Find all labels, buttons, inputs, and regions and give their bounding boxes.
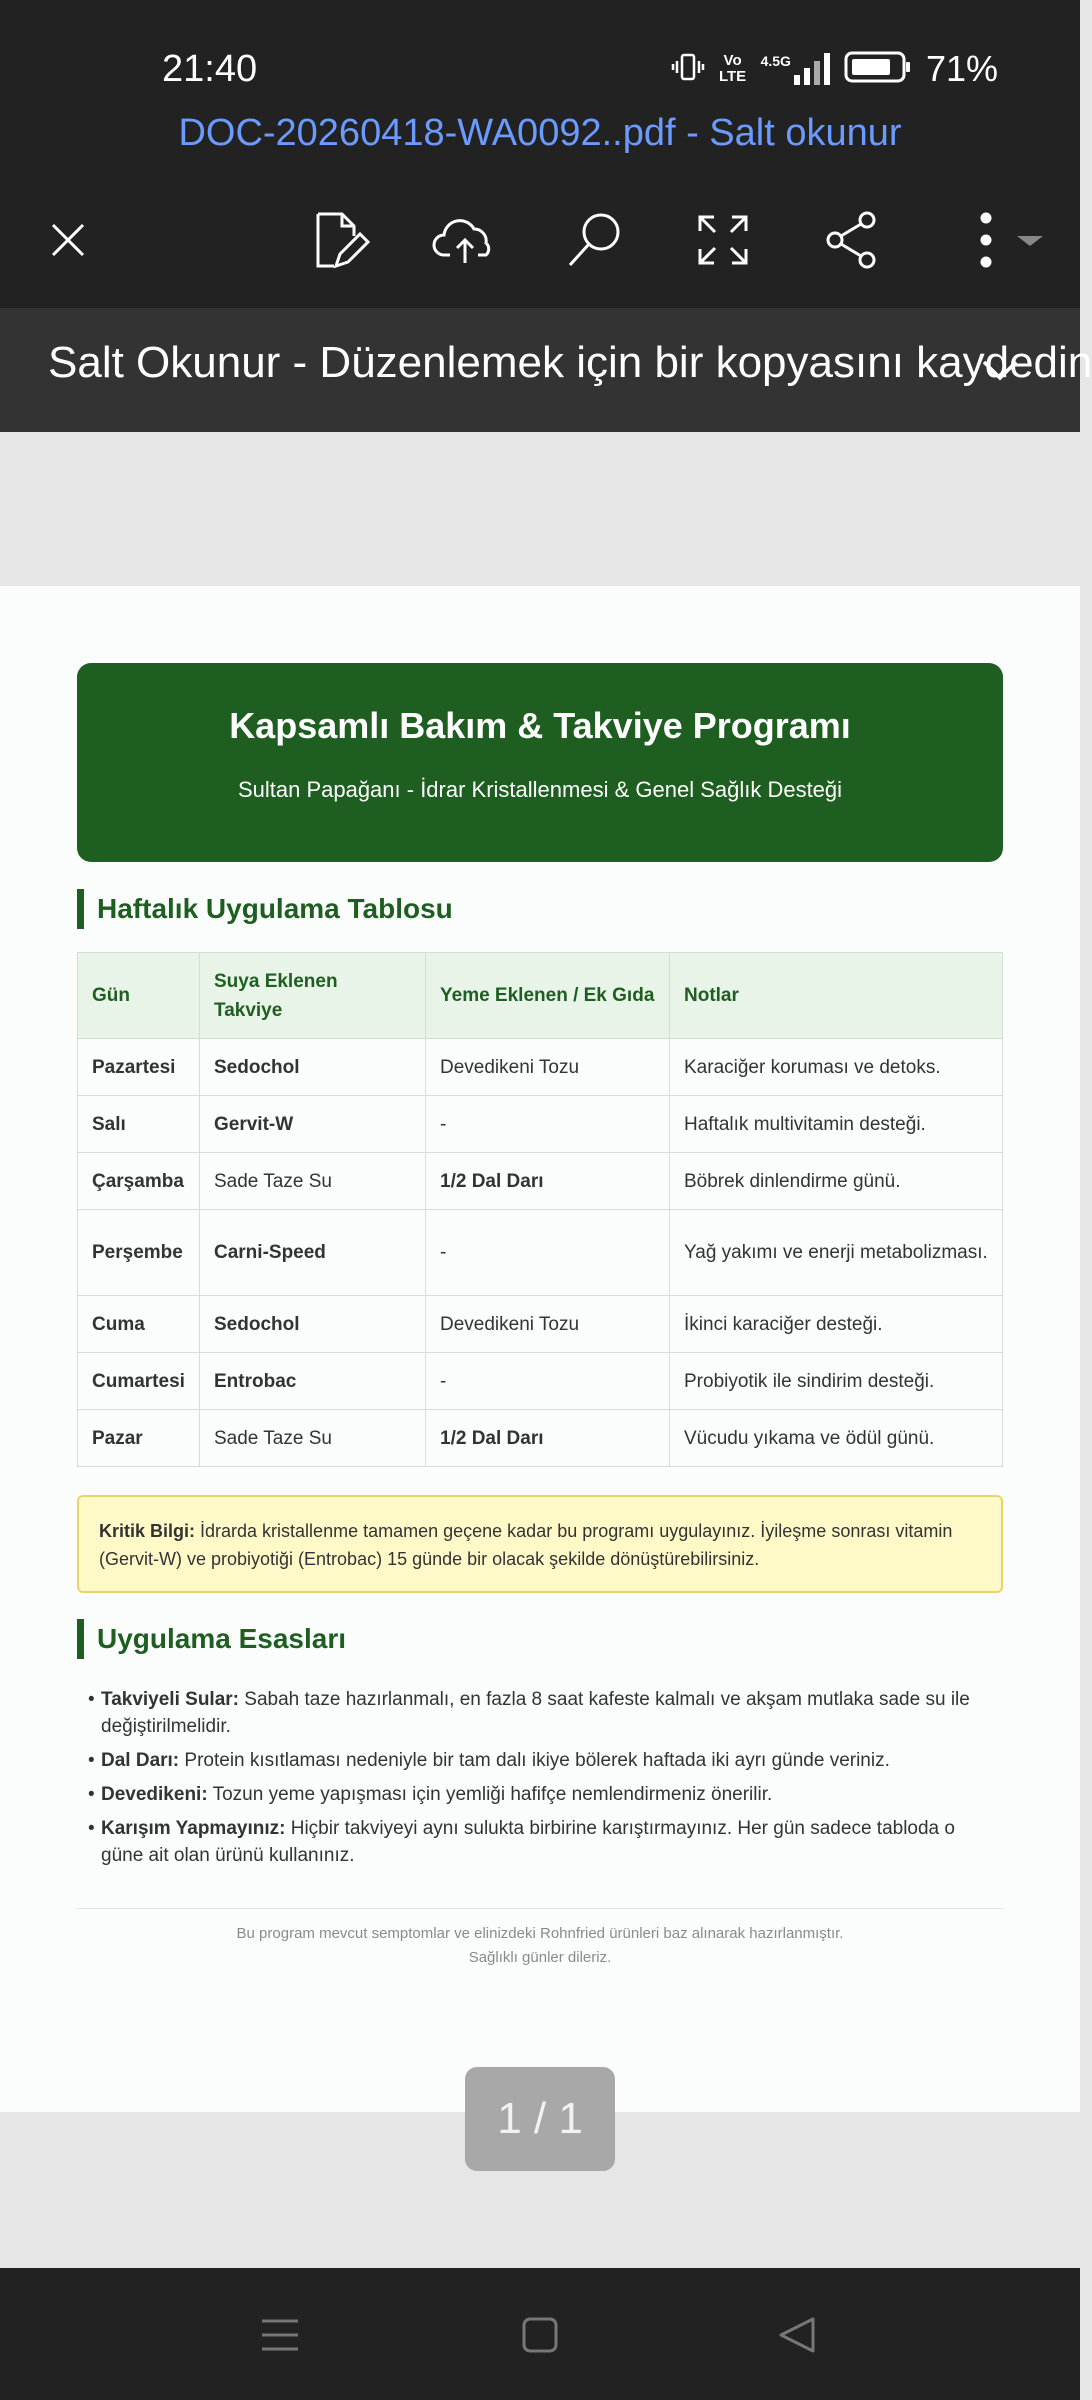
system-nav-bar bbox=[0, 2268, 1080, 2400]
table-header-cell: Gün bbox=[78, 953, 200, 1039]
menu-icon bbox=[260, 2315, 300, 2355]
table-cell-water: Sade Taze Su bbox=[200, 1410, 426, 1467]
table-cell-day: Cumartesi bbox=[78, 1353, 200, 1410]
table-cell-water: Gervit-W bbox=[200, 1096, 426, 1153]
close-icon bbox=[48, 220, 88, 260]
network-type-label: 4.5G bbox=[760, 53, 791, 69]
rule-label: Takviyeli Sular: bbox=[101, 1689, 239, 1710]
table-header-cell: Notlar bbox=[670, 953, 1003, 1039]
table-cell-notes: Vücudu yıkama ve ödül günü. bbox=[670, 1410, 1003, 1467]
table-cell-notes: Yağ yakımı ve enerji metabolizması. bbox=[670, 1210, 1003, 1296]
table-cell-day: Pazartesi bbox=[78, 1039, 200, 1096]
more-vertical-icon bbox=[951, 210, 1041, 270]
cloud-upload-icon bbox=[432, 215, 498, 265]
table-header-cell: Suya Eklenen Takviye bbox=[200, 953, 426, 1039]
rule-text: Tozun yeme yapışması için yemliği hafifçe nemlendirmeniz önerilir. bbox=[207, 1784, 773, 1805]
table-cell-water: Entrobac bbox=[200, 1353, 426, 1410]
table-cell-day: Pazar bbox=[78, 1410, 200, 1467]
search-button[interactable] bbox=[555, 200, 635, 280]
search-icon bbox=[565, 210, 625, 270]
table-header-row bbox=[78, 953, 1003, 1039]
table-cell-water: Sedochol bbox=[200, 1039, 426, 1096]
table-cell-food: - bbox=[426, 1210, 670, 1296]
banner-expand-button[interactable] bbox=[972, 342, 1028, 398]
battery-percent: 71% bbox=[925, 48, 998, 89]
footer-line-1: Bu program mevcut semptomlar ve elinizdeki Rohnfried ürünleri baz alınarak hazırlanmıştır. bbox=[236, 1925, 844, 1942]
share-icon bbox=[823, 210, 879, 270]
rule-text: Sabah taze hazırlanmalı, en fazla 8 saat kafeste kalmalı ve akşam mutlaka sade su ile değiştirilmelidir. bbox=[101, 1689, 970, 1737]
volte-icon: Vo LTE bbox=[718, 52, 747, 85]
rule-text: Hiçbir takviyeyi aynı sulukta birbirine karıştırmayınız. Her gün sadece tabloda o güne ait olan ürünü kullanınız. bbox=[101, 1818, 955, 1866]
document-footer bbox=[77, 1922, 1003, 1970]
battery-icon bbox=[844, 50, 912, 89]
rule-label: Karışım Yapmayınız: bbox=[101, 1818, 286, 1839]
schedule-table bbox=[77, 952, 1003, 1467]
status-time: 21:40 bbox=[162, 48, 258, 90]
read-only-banner bbox=[0, 308, 1092, 432]
table-cell-food: Devedikeni Tozu bbox=[426, 1296, 670, 1353]
table-cell-day: Perşembe bbox=[78, 1210, 200, 1296]
table-row bbox=[78, 1353, 1003, 1410]
rules-list bbox=[88, 1686, 998, 1876]
vibrate-icon bbox=[671, 50, 705, 89]
rule-text: Protein kısıtlaması nedeniyle bir tam dalı ikiye bölerek haftada iki ayrı günde veriniz. bbox=[179, 1750, 890, 1771]
back-button[interactable] bbox=[762, 2300, 832, 2370]
table-cell-notes: İkinci karaciğer desteği. bbox=[670, 1296, 1003, 1353]
chevron-down-icon bbox=[980, 358, 1020, 382]
critical-info-text: İdrarda kristallenme tamamen geçene kadar bu programı uygulayınız. İyileşme sonrası vitamin (Gervit-W) ve probiyotiği (Entrobac) 15 günde bir olacak şekilde dönüştürebilirsiniz. bbox=[99, 1521, 953, 1569]
cloud-upload-button[interactable] bbox=[425, 200, 505, 280]
edit-button[interactable] bbox=[300, 200, 380, 280]
table-cell-notes: Böbrek dinlendirme günü. bbox=[670, 1153, 1003, 1210]
table-cell-notes: Haftalık multivitamin desteği. bbox=[670, 1096, 1003, 1153]
app-top-bar bbox=[0, 0, 1080, 308]
table-cell-notes: Karaciğer koruması ve detoks. bbox=[670, 1039, 1003, 1096]
table-cell-food: 1/2 Dal Darı bbox=[426, 1153, 670, 1210]
pdf-page bbox=[0, 586, 1080, 2112]
document-title: DOC-20260418-WA0092..pdf - Salt okunur bbox=[178, 112, 902, 154]
table-cell-food: Devedikeni Tozu bbox=[426, 1039, 670, 1096]
table-cell-day: Çarşamba bbox=[78, 1153, 200, 1210]
table-cell-food: - bbox=[426, 1353, 670, 1410]
critical-info-label: Kritik Bilgi: bbox=[99, 1521, 196, 1541]
table-row bbox=[78, 1153, 1003, 1210]
table-row bbox=[78, 1296, 1003, 1353]
more-options-button[interactable] bbox=[946, 200, 1046, 280]
table-row bbox=[78, 1096, 1003, 1153]
read-only-banner-text: Salt Okunur - Düzenlemek için bir kopyasını kaydedin bbox=[48, 338, 1092, 387]
footer-divider bbox=[77, 1908, 1003, 1909]
list-item bbox=[88, 1686, 998, 1740]
edit-document-icon bbox=[310, 210, 370, 270]
fullscreen-button[interactable] bbox=[683, 200, 763, 280]
signal-icon bbox=[761, 53, 830, 85]
rule-label: Dal Darı: bbox=[101, 1750, 180, 1771]
section-title-weekly: Haftalık Uygulama Tablosu bbox=[77, 889, 453, 929]
document-heading: Kapsamlı Bakım & Takviye Programı bbox=[229, 705, 851, 746]
section-title-rules: Uygulama Esasları bbox=[77, 1619, 346, 1659]
home-square-icon bbox=[520, 2315, 560, 2355]
table-cell-water: Sade Taze Su bbox=[200, 1153, 426, 1210]
fullscreen-icon bbox=[696, 213, 750, 267]
table-cell-day: Cuma bbox=[78, 1296, 200, 1353]
table-row bbox=[78, 1210, 1003, 1296]
recent-apps-button[interactable] bbox=[245, 2300, 315, 2370]
status-icons bbox=[671, 44, 998, 94]
home-button[interactable] bbox=[505, 2300, 575, 2370]
table-cell-water: Carni-Speed bbox=[200, 1210, 426, 1296]
list-item bbox=[88, 1781, 998, 1808]
table-row bbox=[78, 1410, 1003, 1467]
table-cell-notes: Probiyotik ile sindirim desteği. bbox=[670, 1353, 1003, 1410]
table-row bbox=[78, 1039, 1003, 1096]
page-indicator[interactable]: 1 / 1 bbox=[465, 2067, 615, 2171]
table-cell-food: - bbox=[426, 1096, 670, 1153]
table-cell-water: Sedochol bbox=[200, 1296, 426, 1353]
table-cell-food: 1/2 Dal Darı bbox=[426, 1410, 670, 1467]
critical-info-box bbox=[77, 1495, 1003, 1593]
share-button[interactable] bbox=[811, 200, 891, 280]
close-button[interactable] bbox=[28, 200, 108, 280]
document-subheading: Sultan Papağanı - İdrar Kristallenmesi & Genel Sağlık Desteği bbox=[237, 777, 843, 802]
back-triangle-icon bbox=[777, 2315, 817, 2355]
table-cell-day: Salı bbox=[78, 1096, 200, 1153]
document-header bbox=[77, 663, 1003, 862]
list-item bbox=[88, 1815, 998, 1869]
list-item bbox=[88, 1747, 998, 1774]
footer-line-2: Sağlıklı günler dileriz. bbox=[468, 1949, 612, 1966]
rule-label: Devedikeni: bbox=[101, 1784, 208, 1805]
table-header-cell: Yeme Eklenen / Ek Gıda bbox=[426, 953, 670, 1039]
